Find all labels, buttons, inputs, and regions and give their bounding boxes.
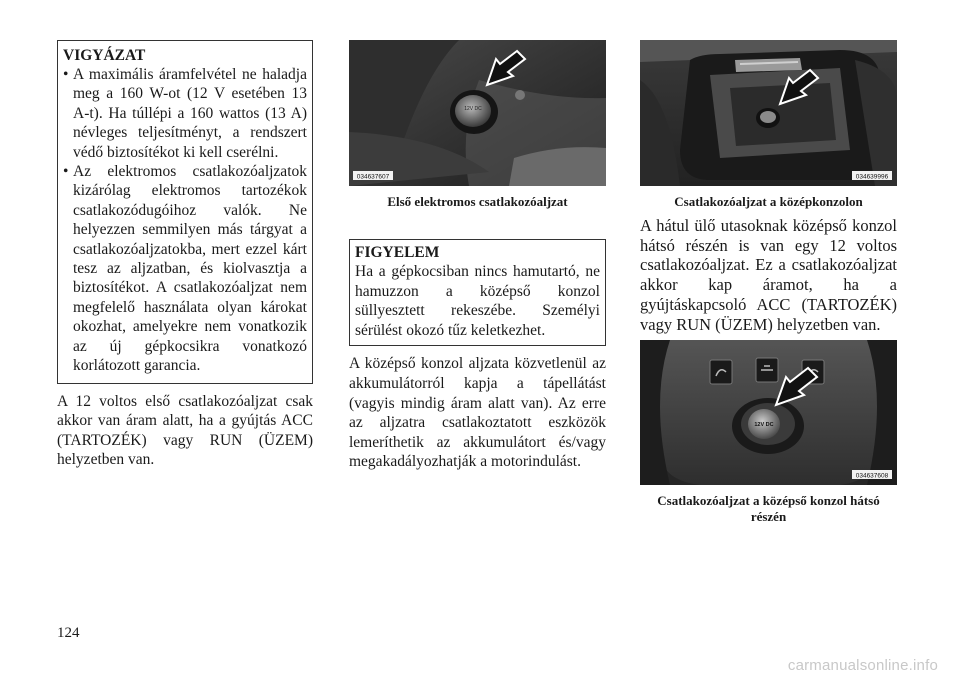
notice-text: Ha a gépkocsiban nincs hamutartó, ne hamuzzon a középső konzol süllyesztett rekeszébe. Személyi sérülést okozó tűz keletkezhet.	[355, 263, 600, 339]
rear-plug-label: 12V DC	[754, 422, 774, 429]
front-outlet-caption: Első elektromos csatlakozóaljzat	[387, 194, 568, 209]
rear-outlet-photo	[640, 340, 897, 485]
page-number: 124	[57, 625, 80, 641]
column-middle	[349, 40, 606, 472]
figure-code: 034637608	[855, 472, 889, 480]
front-outlet-photo	[349, 40, 606, 186]
column-left	[57, 40, 313, 470]
console-outlet-paragraph: A középső konzol aljzata közvetlenül az akkumulátorról kapja a tápellátást (vagyis mindig áram alatt van). Az erre az aljzatra csatlakoztatott eszközök lemeríthetik az akkumulátort és/vagy megakadályozhatják a motorindulást.	[349, 355, 606, 471]
warning-list	[63, 65, 307, 376]
console-outlet-photo	[640, 40, 897, 186]
figure-code: 034639996	[855, 173, 889, 181]
console-outlet-caption: Csatlakozóaljzat a középkonzolon	[674, 194, 863, 209]
warning-bullet-text: Az elektromos csatlakozóaljzatok kizárólag elektromos tartozékok csatlakozódugóihoz valók. Ne helyezzen semmilyen más tárgyat a csatlakozóaljzatokba, mert ezzel kárt tesz az aljzatban, és kiolvasztja a biztosítékot. A csatlakozóaljzat nem megfelelő használata olyan károkat okozhat, amelyekre nem vonatkozik az új gépkocsikra vonatkozó korlátozott garancia.	[73, 163, 307, 375]
notice-box	[349, 239, 606, 346]
figure-code: 034637607	[356, 173, 390, 181]
column-right	[640, 40, 897, 525]
warning-bullet	[63, 162, 307, 375]
front-outlet-paragraph: A 12 voltos első csatlakozóaljzat csak akkor van áram alatt, ha a gyújtás ACC (TARTOZÉK) vagy RUN (ÜZEM) helyzetben van.	[57, 392, 313, 469]
warning-bullet	[63, 65, 307, 162]
warning-bullet-text: A maximális áramfelvétel ne haladja meg a 160 W-ot (12 V esetében 13 A-t). Ha túllépi a 160 wattos (13 A) névleges teljesítményt, a rendszert védő biztosítékot ki kell cserélni.	[73, 66, 307, 161]
notice-title: FIGYELEM	[355, 244, 440, 261]
warning-box	[57, 40, 313, 384]
watermark: carmanualsonline.info	[787, 657, 938, 674]
front-plug-label: 12V DC	[464, 106, 482, 112]
rear-outlet-caption: Csatlakozóaljzat a középső konzol hátsó részén	[657, 493, 880, 525]
rear-outlet-paragraph: A hátul ülő utasoknak középső konzol hátsó részén is van egy 12 voltos csatlakozóaljzat. Ez a csatlakozóaljzat akkor kap áramot, ha a gyújtáskapcsoló ACC (TARTOZÉK) vagy RUN (ÜZEM) helyzetben van.	[640, 216, 897, 334]
warning-title: VIGYÁZAT	[63, 47, 146, 64]
